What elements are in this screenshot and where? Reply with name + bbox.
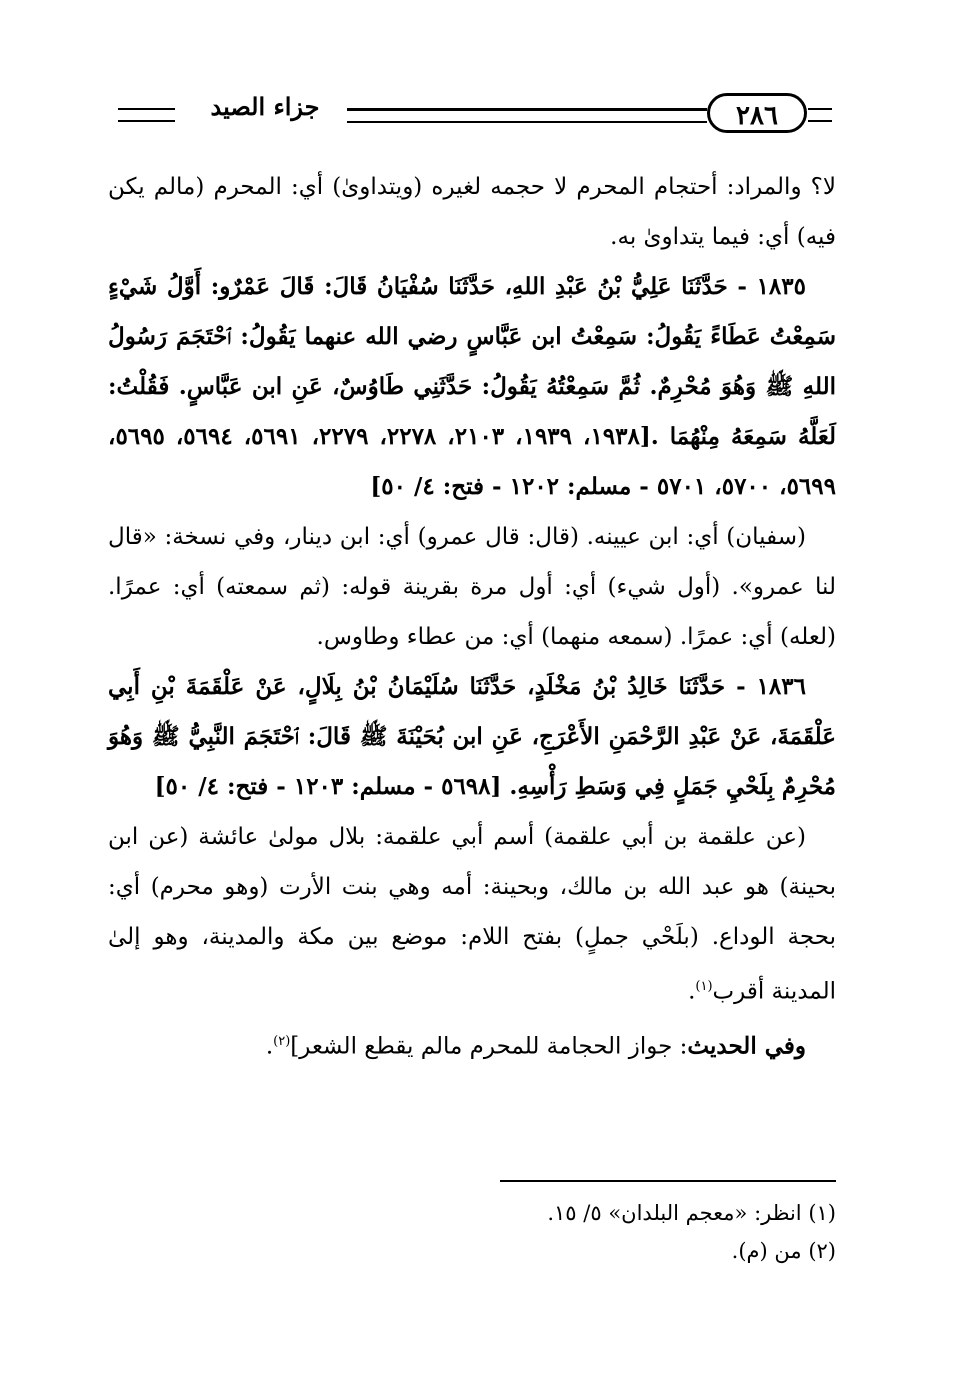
header-rule-right [808, 108, 832, 122]
footnote-1: (١) انظر: «معجم البلدان» ٥/ ١٥. [547, 1201, 836, 1225]
footnote-separator [500, 1180, 836, 1182]
footnotes [400, 1194, 836, 1270]
benefit-text: : جواز الحجامة للمحرم مالم يقطع الشعر] [290, 1033, 688, 1060]
hadith-1835: ١٨٣٥ - حَدَّثَنَا عَلِيُّ بْنُ عَبْدِ اللهِ، حَدَّثَنَا سُفْيَانُ قَالَ: قَالَ عَمْرٌو: أَوَّلُ شَيْءٍ سَمِعْتُ عَطَاءً يَقُولُ: سَمِعْتُ ابن عَبَّاسٍ رضي الله عنهما يَقُولُ: ٱحْتَجَمَ رَسُولُ اللهِ ﷺ وَهُوَ مُحْرِمٌ. ثُمَّ سَمِعْتُهُ يَقُولُ: حَدَّثَنِي طَاوُسٌ، عَنِ ابن عَبَّاسٍ. فَقُلْتُ: لَعَلَّهُ سَمِعَهُ مِنْهُمَا .[١٩٣٨، ١٩٣٩، ٢١٠٣، ٢٢٧٨، ٢٢٧٩، ٥٦٩١، ٥٦٩٤، ٥٦٩٥، ٥٦٩٩، ٥٧٠٠، ٥٧٠١ - مسلم: ١٢٠٢ - فتح: ٤/ ٥٠] [108, 273, 836, 500]
page-number: ٢٨٦ [707, 93, 807, 133]
footnote-ref-1: (١) [695, 979, 713, 994]
paragraph-commentary-3 [108, 812, 836, 1017]
footnote-2: (٢) من (م). [731, 1239, 836, 1263]
header-rule-left [118, 108, 175, 122]
hadith-1836: ١٨٣٦ - حَدَّثَنَا خَالِدُ بْنُ مَخْلَدٍ، حَدَّثَنَا سُلَيْمَانُ بْنُ بِلَالٍ، عَنْ عَلْقَمَةَ بْنِ أَبِي عَلْقَمَةَ، عَنْ عَبْدِ الرَّحْمَنِ الأَعْرَجِ، عَنِ ابن بُحَيْنَةَ ﷺ قَالَ: ٱحْتَجَمَ النَّبِيُّ ﷺ وَهُوَ مُحْرِمٌ بِلَحْيِ جَمَلٍ فِي وَسَطِ رَأْسِهِ. [٥٦٩٨ - مسلم: ١٢٠٣ - فتح: ٤/ ٥٠] [108, 673, 836, 800]
paragraph-hadith-benefit [108, 1017, 836, 1072]
benefit-label: وفي الحديث [687, 1032, 806, 1060]
running-title: جزاء الصيد [210, 92, 320, 121]
paragraph-commentary-1: لا؟ والمراد: أحتجام المحرم لا حجمه لغيره (ويتداوىٰ) أي: المحرم (مالم يكن فيه) أي: فيما يتداوىٰ به. [108, 174, 836, 250]
paragraph-commentary-2: (سفيان) أي: ابن عيينه. (قال: قال عمرو) أي: ابن دينار، وفي نسخة: «قال لنا عمرو». (أول شيء) أي: أول مرة بقرينة قوله: (ثم سمعته) أي: عمرًا. (لعله) أي: عمرًا. (سمعه منهما) أي: من عطاء وطاوس. [108, 524, 836, 650]
commentary-3-end: . [688, 978, 696, 1005]
commentary-3-text: (عن علقمة بن أبي علقمة) أسم أبي علقمة: بلال مولىٰ عائشة (عن ابن بحينة) هو عبد الله بن مالك، وبحينة: أمه وهي بنت الأرت (وهو محرم) أي: بحجة الوداع. (بلَحْي جملٍ) بفتح اللام: موضع بين مكة والمدينة، وهو إلىٰ المدينة أقرب [108, 824, 836, 1005]
footnote-ref-2: (٢) [273, 1033, 291, 1049]
header-rule-middle [347, 108, 707, 123]
main-text [108, 162, 836, 1071]
benefit-end: . [265, 1033, 274, 1060]
